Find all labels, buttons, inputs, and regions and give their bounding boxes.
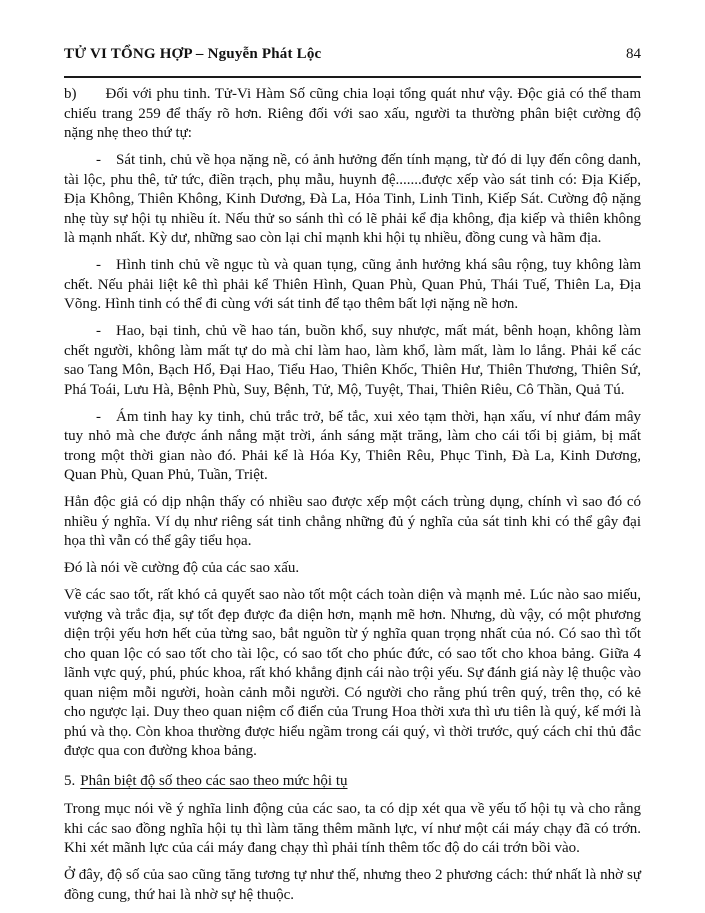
page-number: 84: [626, 46, 641, 62]
bullet-dash: -: [96, 408, 101, 425]
section-heading: [64, 772, 641, 792]
bullet-text: Hình tinh chủ về ngục tù và quan tụng, cũng ảnh hưởng khá sâu rộng, tuy không làm chết. Nếu phải liệt kê thì phải kể Thiên Hình, Quan Phù, Quan Phủ, Thái Tuế, Thiên La, Địa Võng. Hình tinh có thể đi cùng với sát tinh để tạo thêm bất lợi nặng nề hơn.: [64, 257, 641, 312]
bullet-text: Ám tinh hay ky tinh, chủ trắc trở, bế tắc, xui xẻo tạm thời, hạn xấu, ví như đám mây tuy nhỏ mà che được ánh nắng mặt trời, ánh sáng mặt trăng, làm cho cái tối bị giảm, bị mất trong một thời gian nào đó. Phải kể là Hóa Ky, Thiên Rêu, Phục Tinh, Đà La, Kinh Dương, Quan Phù, Quan Phủ, Tuần, Triệt.: [64, 408, 641, 483]
bullet-sat-tinh: [64, 151, 641, 249]
paragraph: Về các sao tốt, rất khó cả quyết sao nào tốt một cách toàn diện và mạnh mẻ. Lúc nào sao miếu, vượng và trắc địa, sự tốt đẹp được đa diện hơn, mạnh mẽ hơn. Nhưng, dù vậy, có một phương diện trội yếu hơn hết của từng sao, bắt nguồn từ ý nghĩa quan trọng nhất của nó. Có sao thì tốt cho quan lộc có sao tốt cho tài lộc, có sao tốt cho phúc đức, có sao tốt cho khoa bảng. Giữa 4 lãnh vực quý, phú, phúc khoa, rất khó khẳng định cái nào trội yếu. Sự đánh giá này lệ thuộc vào quan niệm mỗi người, hoàn cảnh mỗi người. Có người cho rằng phú trên quý, trên thọ, có kẻ cho ngược lại. Duy theo quan niệm cổ điển của Trung Hoa thời xưa thì ưu tiên là quý, kế mới là phú và thọ. Còn khoa thường được hiểu ngầm trong cái quý, vì thời trước, quý cách chỉ thủ đắc được qua con đường khoa bảng.: [64, 587, 641, 759]
paragraph: Hẳn độc giả có dịp nhận thấy có nhiều sao được xếp một cách trùng dụng, chính vì sao đó có nhiều ý nghĩa. Ví dụ như riêng sát tinh chẳng những đủ ý nghĩa của sát tinh khi có thể gây đại họa thì vẫn có thể gây tiểu họa.: [64, 494, 641, 549]
running-title: TỬ VI TỔNG HỢP – Nguyễn Phát Lộc: [64, 46, 322, 62]
bullet-text: Hao, bại tinh, chủ về hao tán, buồn khổ, suy nhược, mất mát, bênh hoạn, không làm chết người, không làm mất tự do mà chỉ làm hao, làm khổ, làm mất, làm lo lắng. Phải kể các sao Tang Môn, Bạch Hổ, Đại Hao, Tiểu Hao, Thiên Khốc, Thiên Hư, Thiên Thương, Thiên Sứ, Phá Toái, Lưu Hà, Bệnh Phù, Suy, Bệnh, Tử, Mộ, Tuyệt, Thai, Thiên Riêu, Cô Thần, Quả Tú.: [64, 323, 641, 398]
bullet-am-tinh: [64, 408, 641, 486]
section-title: Phân biệt độ số theo các sao theo mức hội tụ: [80, 772, 348, 789]
paragraph: Đó là nói về cường độ của các sao xấu.: [64, 560, 300, 576]
paragraph-label: b): [64, 86, 77, 102]
section-number: 5.: [64, 772, 76, 789]
bullet-dash: -: [96, 323, 101, 339]
page-header: [64, 46, 641, 63]
bullet-hinh-tinh: [64, 256, 641, 315]
paragraph: Trong mục nói về ý nghĩa linh động của các sao, ta có dịp xét qua về yếu tố hội tụ và cho rằng khi các sao đồng nghĩa hội tụ thì làm tăng thêm mãnh lực, ví như một cái máy chạy đã có trớn. Khi xét mãnh lực của cái máy đang chạy thì phải tính thêm tốc độ do cái trớn bồi vào.: [64, 801, 641, 856]
bullet-text: Sát tinh, chủ về họa nặng nề, có ảnh hưởng đến tính mạng, từ đó di lụy đến công danh, tài lộc, phu thê, tử tức, điền trạch, phụ mẫu, huynh đệ.......được xếp vào sát tinh có: Địa Kiếp, Địa Không, Thiên Không, Kinh Dương, Đà La, Hỏa Tinh, Linh Tinh, Kiếp Sát. Cường độ nặng nhẹ tùy sự hội tụ nhiều ít. Nếu thử so sánh thì có lẽ phải kể địa không, địa kiếp và thiên không là mạnh nhất. Kỳ dư, những sao còn lại chỉ mạnh khi hội tụ nhiều, đồng cung và hãm địa.: [64, 152, 641, 246]
paragraph-intro: [64, 85, 641, 144]
bullet-hao-bai-tinh: [64, 322, 641, 400]
header-rule: [64, 76, 641, 78]
bullet-dash: -: [96, 257, 101, 273]
page-body: [64, 85, 641, 905]
paragraph: Ở đây, độ số của sao cũng tăng tương tự như thế, nhưng theo 2 phương cách: thứ nhất là nhờ sự đồng cung, thứ hai là nhờ sự hệ thuộc.: [64, 867, 641, 903]
bullet-dash: -: [96, 152, 101, 168]
paragraph-text: Đối với phu tinh. Tử-Vi Hàm Số cũng chia loại tổng quát như vậy. Độc giả có thể tham chiếu trang 259 để thấy rõ hơn. Riêng đối với sao xấu, người ta thường phân biệt cường độ nặng nhẹ theo thứ tự:: [64, 86, 641, 141]
